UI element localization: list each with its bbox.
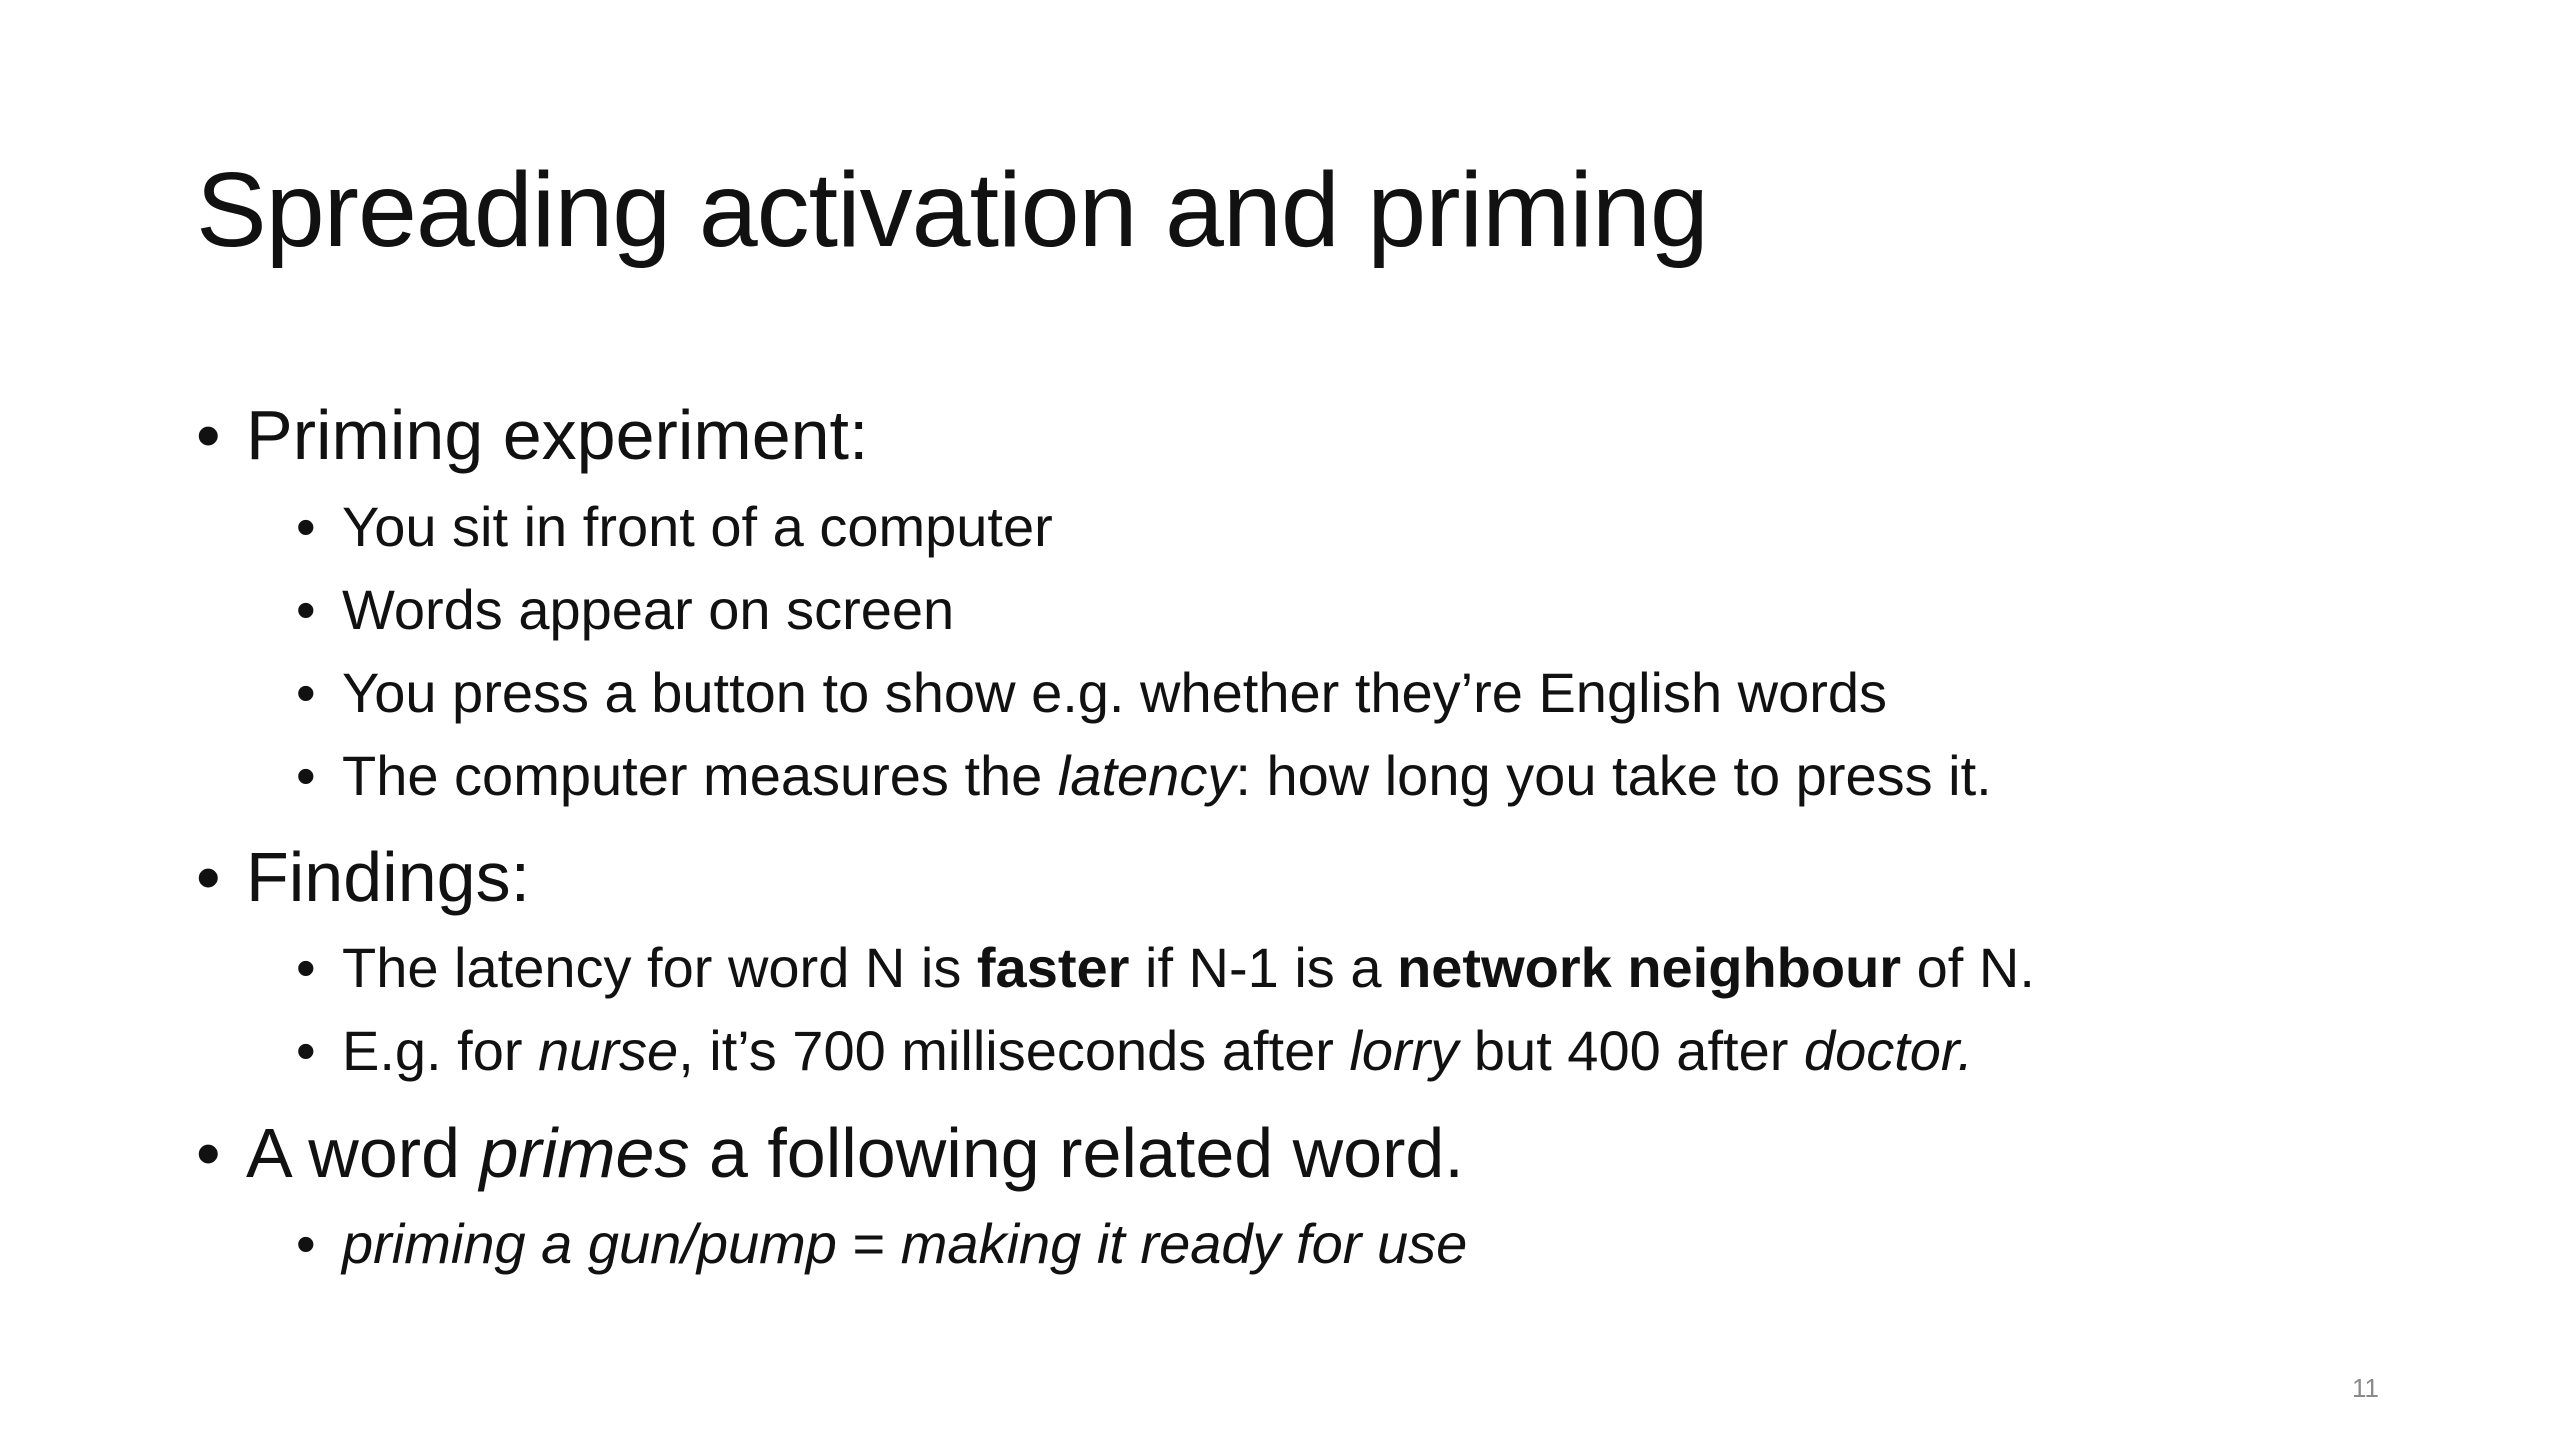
slide-title: Spreading activation and priming (196, 151, 1708, 269)
bullet-icon: • (196, 396, 221, 474)
bullet-text (342, 1016, 1973, 1086)
sub-bullet-sit-in-front (296, 492, 1053, 562)
italic-term-nurse: nurse (538, 1019, 679, 1082)
text-run: The computer measures the (342, 744, 1058, 807)
text-run: if N-1 is a (1129, 936, 1398, 999)
bullet-text (342, 933, 2035, 1003)
italic-term-primes: primes (479, 1114, 690, 1192)
bullet-findings (196, 834, 530, 920)
text-run: = (836, 1212, 901, 1275)
bullet-text: Findings: (246, 838, 531, 916)
italic-term-ready-for-use: making it ready for use (900, 1212, 1468, 1275)
bullet-icon: • (296, 936, 316, 999)
sub-bullet-press-button (296, 658, 1887, 728)
bullet-primes (196, 1110, 1464, 1196)
text-run: but 400 after (1458, 1019, 1804, 1082)
sub-bullet-latency (296, 741, 1992, 811)
italic-term-lorry: lorry (1349, 1019, 1459, 1082)
bullet-text (342, 741, 1992, 811)
bullet-icon: • (296, 495, 316, 558)
bullet-text (246, 1110, 1464, 1196)
italic-term-latency: latency (1057, 744, 1236, 807)
bullet-icon: • (296, 661, 316, 724)
bullet-icon: • (196, 1114, 221, 1192)
sub-bullet-priming-gun (296, 1209, 1467, 1279)
text-run: , it’s 700 milliseconds after (678, 1019, 1350, 1082)
bold-term-faster: faster (976, 936, 1130, 999)
bullet-text: Words appear on screen (342, 578, 955, 641)
bullet-text (342, 1209, 1467, 1279)
bullet-icon: • (296, 744, 316, 807)
bullet-icon: • (296, 1212, 316, 1275)
text-run: E.g. for (342, 1019, 539, 1082)
bullet-text: Priming experiment: (246, 396, 869, 474)
text-run: The latency for word N is (342, 936, 977, 999)
sub-bullet-nurse-example (296, 1016, 1973, 1086)
text-run: a following related word. (689, 1114, 1464, 1192)
bullet-priming-experiment (196, 392, 868, 478)
bold-term-network-neighbour: network neighbour (1397, 936, 1902, 999)
text-run: of N. (1901, 936, 2035, 999)
bullet-icon: • (296, 1019, 316, 1082)
bullet-icon: • (296, 578, 316, 641)
text-run: A word (246, 1114, 480, 1192)
bullet-icon: • (196, 838, 221, 916)
bullet-text: You press a button to show e.g. whether they’re English words (342, 661, 1888, 724)
sub-bullet-words-appear (296, 575, 954, 645)
italic-term-doctor: doctor. (1803, 1019, 1974, 1082)
slide-number: 11 (2352, 1373, 2379, 1403)
bullet-text: You sit in front of a computer (342, 495, 1053, 558)
text-run: : how long you take to press it. (1235, 744, 1992, 807)
sub-bullet-network-neighbour (296, 933, 2035, 1003)
italic-term-priming-gun-pump: priming a gun/pump (342, 1212, 837, 1275)
